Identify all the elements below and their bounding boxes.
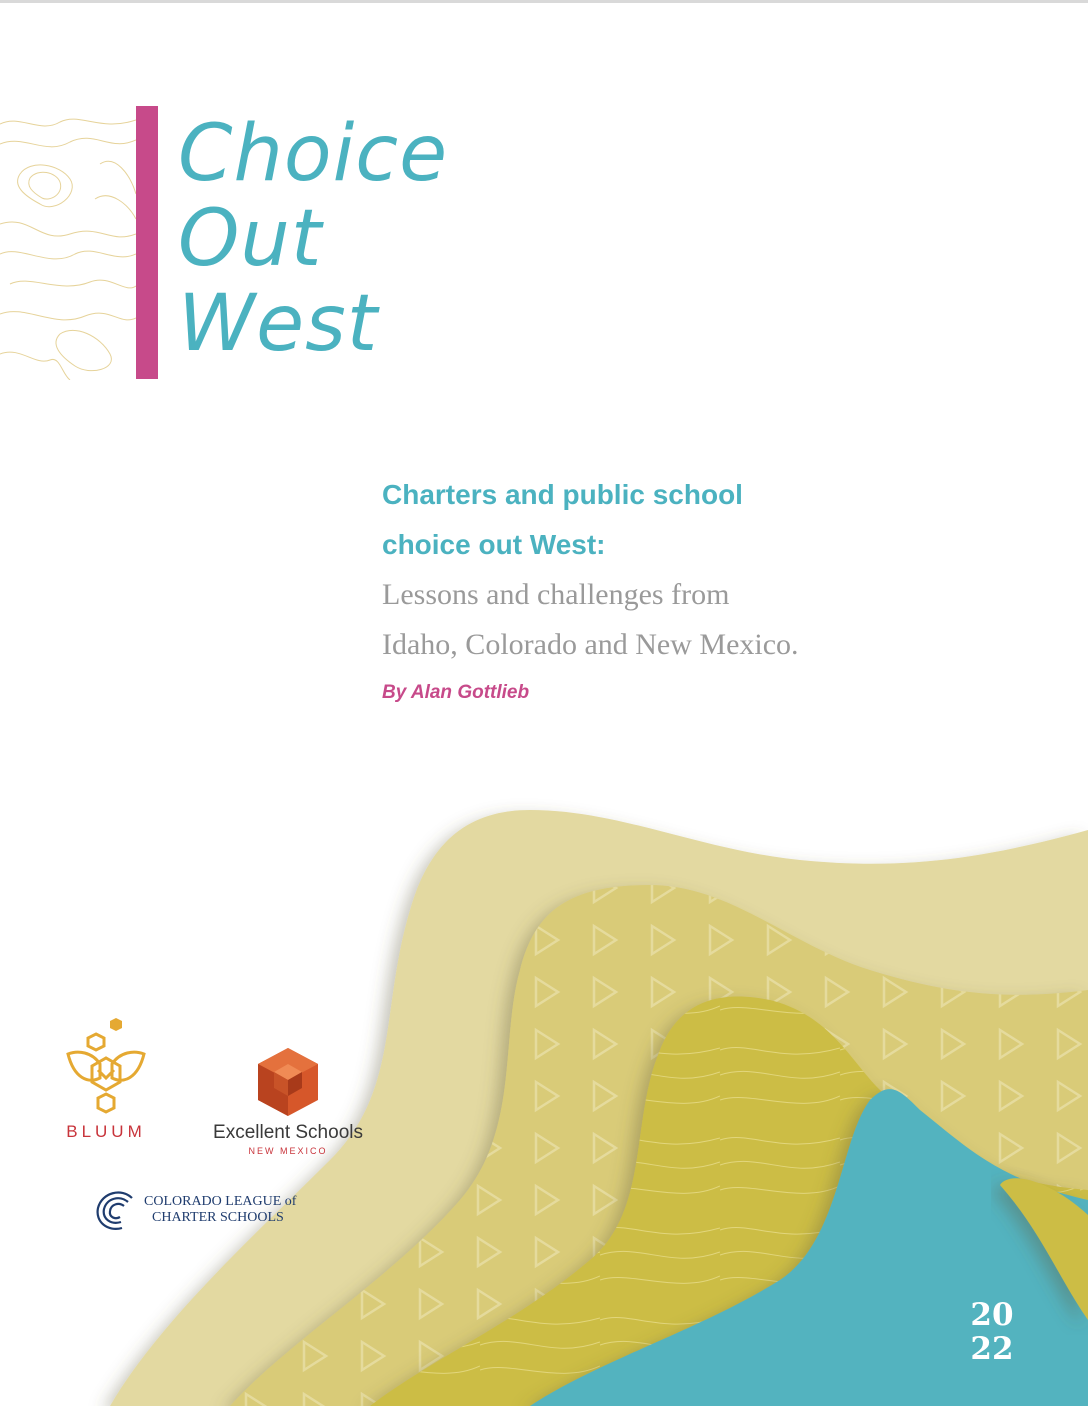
year-line: 20 <box>970 1297 1014 1333</box>
lede-line: Idaho, Colorado and New Mexico. <box>382 628 799 661</box>
subtitle-block <box>382 470 1002 704</box>
colorado-league-swirl-icon <box>92 1186 140 1234</box>
subheading-line: Charters and public school <box>382 479 743 510</box>
bluum-wordmark: BLUUM <box>66 1122 146 1141</box>
bluum-bee-icon <box>58 1012 154 1120</box>
subheading-line: choice out West: <box>382 529 606 560</box>
title-line: Out <box>178 194 323 284</box>
topographic-pattern <box>0 104 136 380</box>
colorado-league-wordmark <box>144 1194 296 1226</box>
excellent-schools-logo <box>198 1046 378 1156</box>
title-line: Choice <box>178 109 449 199</box>
colorado-league-logo <box>92 1186 322 1238</box>
lede-line: Lessons and challenges from <box>382 578 730 611</box>
author-byline: By Alan Gottlieb <box>382 682 530 703</box>
top-divider <box>0 0 1088 3</box>
excellent-schools-cube-icon <box>256 1046 320 1118</box>
title-accent-bar <box>136 106 158 379</box>
colorado-league-line: CHARTER SCHOOLS <box>152 1210 284 1225</box>
lede <box>382 570 1002 670</box>
publication-year <box>962 1298 1022 1366</box>
layered-landscape-illustration <box>0 760 1088 1406</box>
year-line: 22 <box>970 1331 1014 1367</box>
excellent-schools-name: Excellent Schools <box>213 1122 363 1143</box>
excellent-schools-region: NEW MEXICO <box>248 1146 328 1156</box>
title-line: West <box>178 279 379 369</box>
cover-title <box>178 109 449 369</box>
bluum-logo <box>56 1012 156 1152</box>
subheading <box>382 470 1002 570</box>
colorado-league-line: COLORADO LEAGUE of <box>144 1194 297 1209</box>
